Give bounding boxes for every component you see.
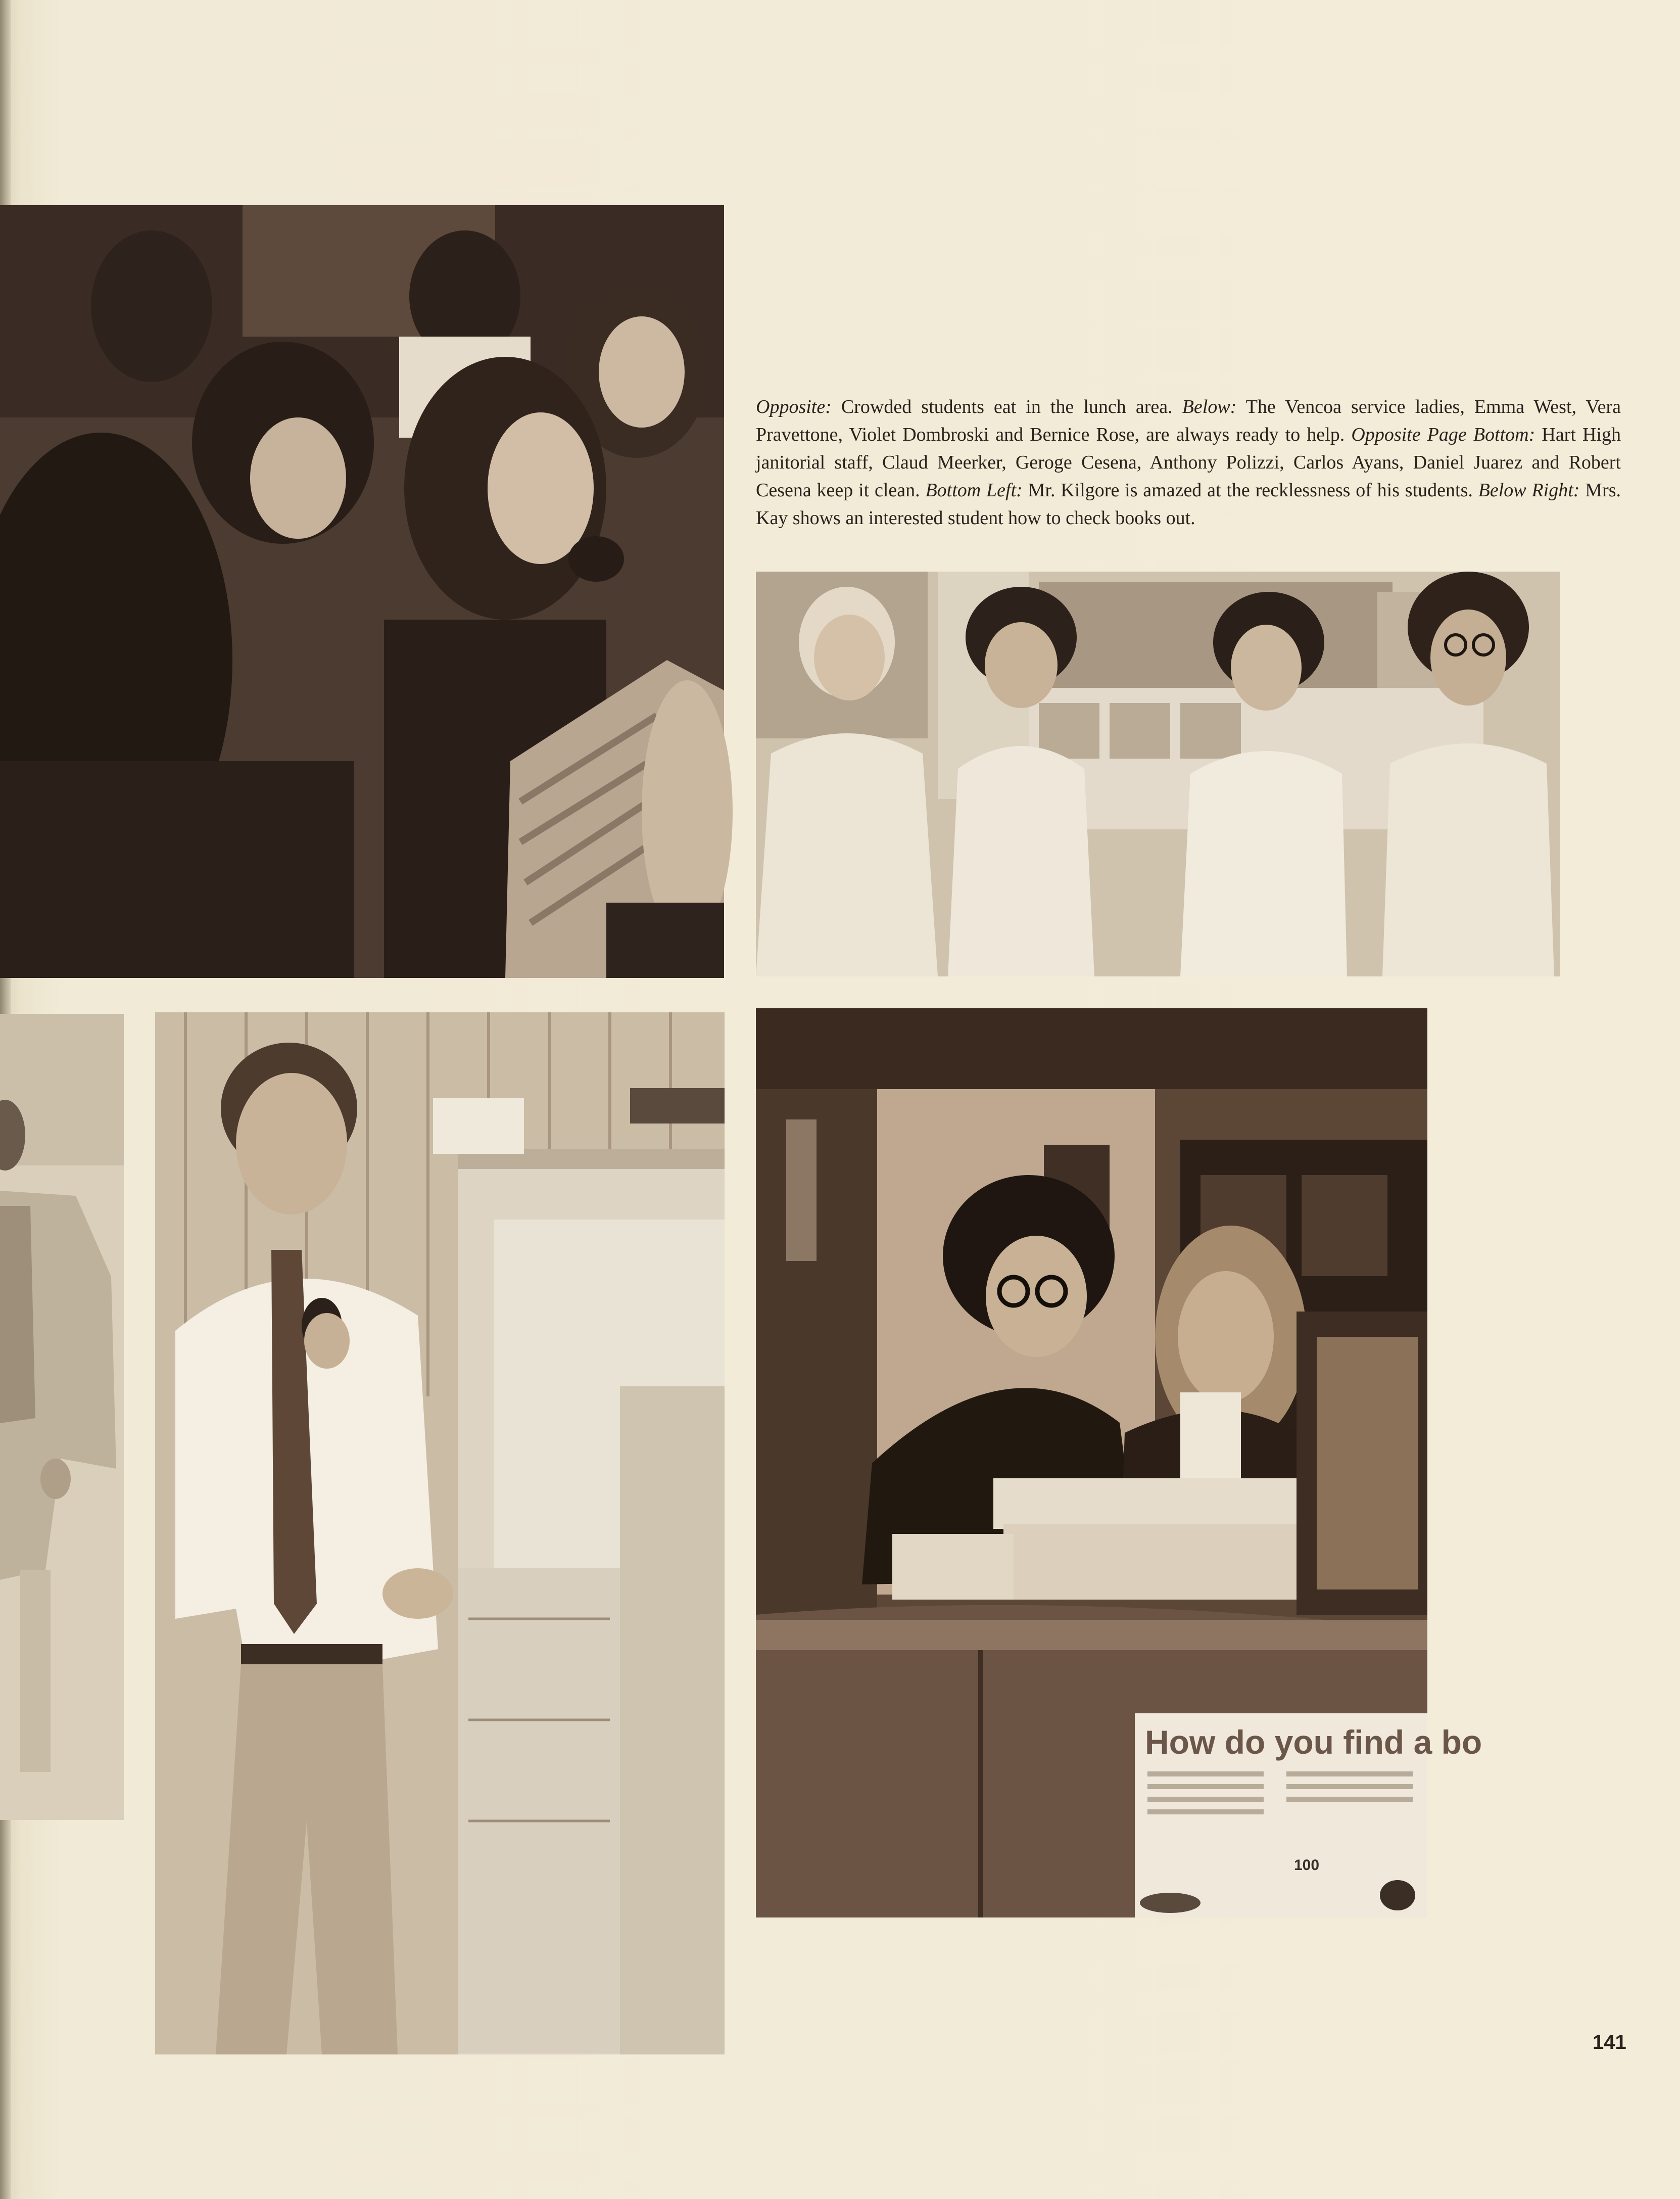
caption-lead-opposite-bottom: Opposite Page Bottom: [1351, 424, 1535, 445]
caption-lead-opposite: Opposite: [756, 396, 832, 417]
lunch-area-photo [0, 205, 724, 978]
caption-lead-below: Below: [1182, 396, 1237, 417]
caption-text-below: The Vencoa service ladies, Emma West, Vera Pravettone, Violet Dombroski and Bernice Rose, are always ready to help. [756, 396, 1621, 445]
page-number: 141 [1593, 2031, 1626, 2053]
caption-lead-below-right: Below Right: [1478, 480, 1580, 501]
mr-kilgore-photo [155, 1012, 725, 2054]
caption-text-bottom-left: Mr. Kilgore is amazed at the recklessness of his students. [1022, 480, 1478, 501]
caption-text-opposite-bottom: Hart High janitorial staff, Claud Meerker, Geroge Cesena, Anthony Polizzi, Carlos Ayans, Daniel Juarez and Robert Cesena keep it clean. [756, 424, 1621, 501]
service-ladies-photo [756, 572, 1560, 976]
library-sign-number: 100 [1294, 1857, 1320, 1874]
janitorial-staff-photo [0, 1014, 124, 1820]
caption-text-opposite: Crowded students eat in the lunch area. [831, 396, 1182, 417]
library-checkout-photo [756, 1008, 1482, 1917]
caption-text-below-right: Mrs. Kay shows an interested student how to check books out. [756, 480, 1621, 529]
caption-lead-bottom-left: Bottom Left: [925, 480, 1023, 501]
library-sign-headline: How do you find a bo [1145, 1723, 1482, 1761]
photo-caption [756, 393, 1621, 532]
